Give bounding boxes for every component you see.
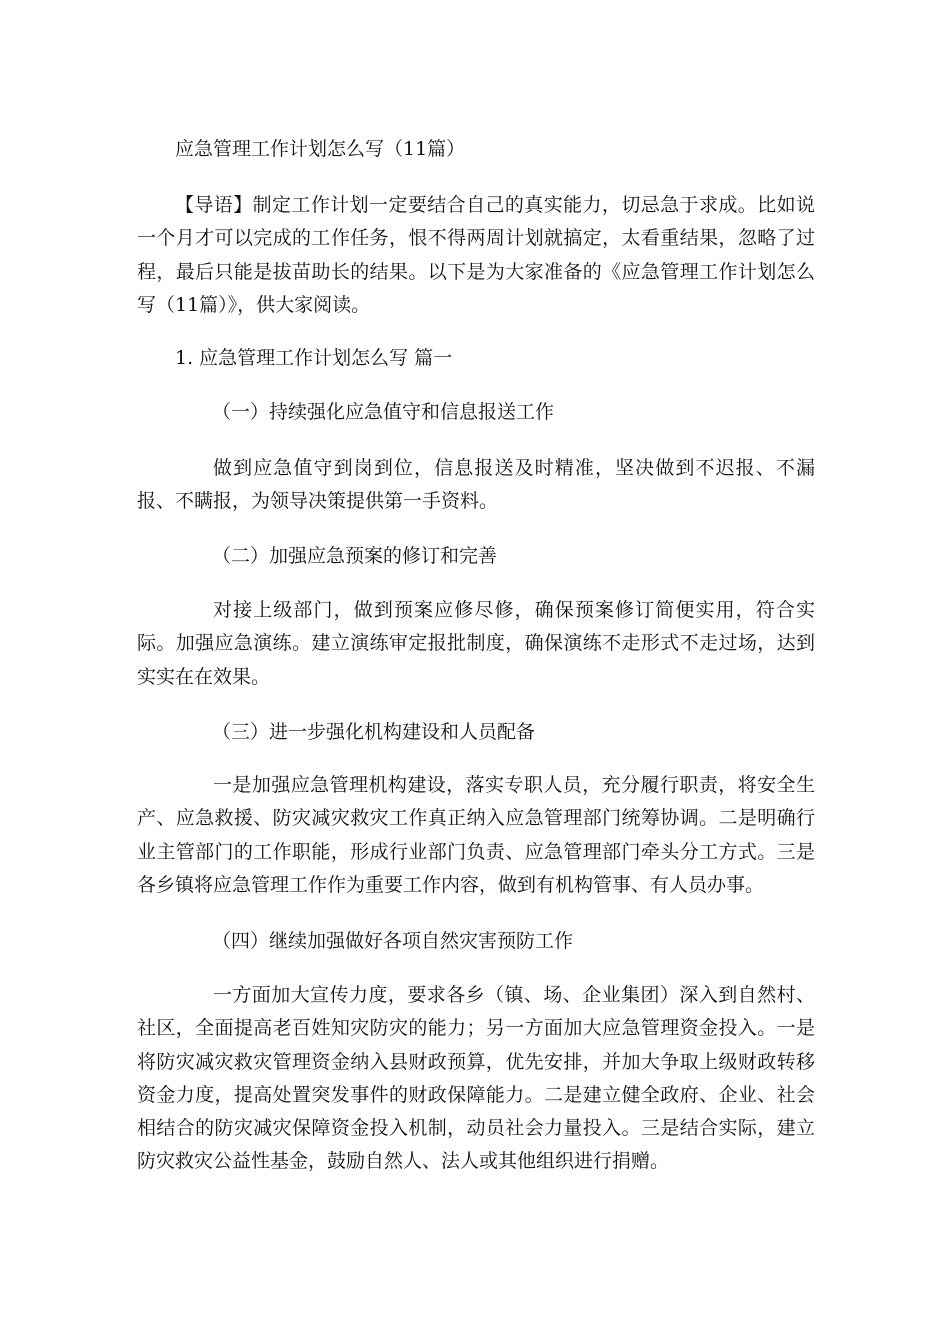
item-body-1: 做到应急值守到岗到位，信息报送及时精准，坚决做到不迟报、不漏报、不瞒报，为领导决策提供第一手资料。	[137, 457, 815, 513]
item-heading-2: （二）加强应急预案的修订和完善	[212, 545, 498, 567]
item-body-4: 一方面加大宣传力度，要求各乡（镇、场、企业集团）深入到自然村、社区，全面提高老百姓知灾防灾的能力；另一方面加大应急管理资金投入。一是将防灾减灾救灾管理资金纳入县财政预算，优先安排，并加大争取上级财政转移资金力度，提高处置突发事件的财政保障能力。二是建立健全政府、企业、社会相结合的防灾减灾保障资金投入机制，动员社会力量投入。三是结合实际，建立防灾救灾公益性基金，鼓励自然人、法人或其他组织进行捐赠。	[137, 984, 815, 1173]
item-heading-4: （四）继续加强做好各项自然灾害预防工作	[212, 930, 574, 952]
item-body-3: 一是加强应急管理机构建设，落实专职人员，充分履行职责，将安全生产、应急救援、防灾减灾救灾工作真正纳入应急管理部门统筹协调。二是明确行业主管部门的工作职能，形成行业部门负责、应急管理部门牵头分工方式。三是各乡镇将应急管理工作作为重要工作内容，做到有机构管事、有人员办事。	[137, 774, 815, 896]
item-body-2: 对接上级部门，做到预案应修尽修，确保预案修订简便实用，符合实际。加强应急演练。建立演练审定报批制度，确保演练不走形式不走过场，达到实实在在效果。	[137, 599, 815, 688]
intro-paragraph: 【导语】制定工作计划一定要结合自己的真实能力，切忌急于求成。比如说一个月才可以完成的工作任务，恨不得两周计划就搞定，太看重结果，忽略了过程，最后只能是拔苗助长的结果。以下是为大家准备的《应急管理工作计划怎么写（11篇）》，供大家阅读。	[137, 194, 815, 316]
section-title: 1. 应急管理工作计划怎么写 篇一	[175, 347, 453, 369]
item-heading-1: （一）持续强化应急值守和信息报送工作	[212, 401, 555, 423]
document-title: 应急管理工作计划怎么写（11篇）	[175, 138, 466, 160]
item-heading-3: （三）进一步强化机构建设和人员配备	[212, 721, 536, 743]
